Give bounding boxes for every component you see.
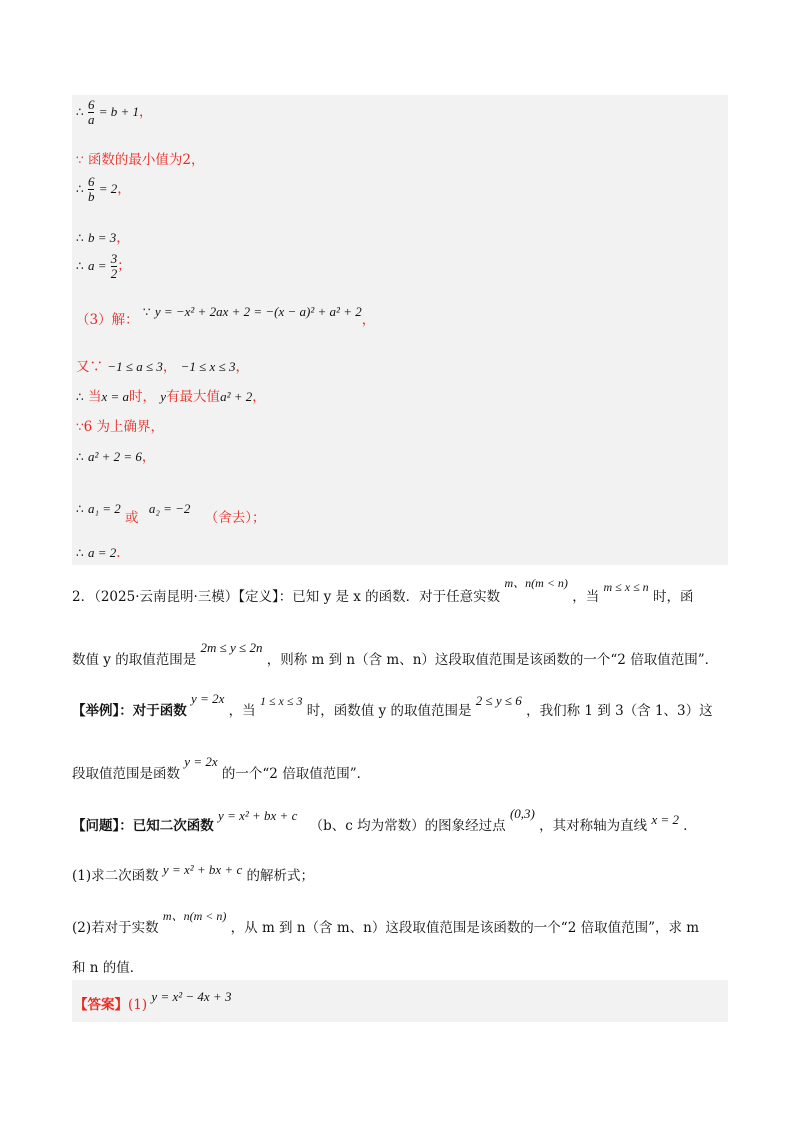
question-paragraph: 【问题】：已知二次函数 y = x² + bx + c （b、c 均为常数）的图象经过点 (0,3) ，其对称轴为直线 x = 2 ． <box>72 806 697 834</box>
therefore-symbol: ∴ <box>76 105 84 119</box>
solution-line-5: ∴ a = $\frac{3}{2}$ ； <box>76 251 131 281</box>
therefore-symbol: ∴ <box>76 546 84 560</box>
fraction: $\frac{6}{a}$ <box>87 97 95 127</box>
therefore-symbol: ∴ <box>76 259 84 273</box>
solution-line-12: ∴ a = 2. <box>76 545 121 561</box>
sub-question-2-continued: 和 n 的值． <box>72 960 144 976</box>
sub-question-2: (2)若对于实数 m、n(m < n) ，从 m 到 n（含 m、n）这段取值范围是该函数的一个“2 倍取值范围”，求 m <box>72 909 700 936</box>
therefore-symbol: ∴ <box>76 231 84 245</box>
solution-line-10: ∴ a² + 2 = 6， <box>76 449 156 465</box>
solution-line-1: ∴ $\frac{6}{a}$ = b + 1， <box>76 97 153 127</box>
therefore-symbol: ∴ <box>76 502 84 516</box>
example-paragraph-continued: 段取值范围是函数 y = 2x 的一个“2 倍取值范围”． <box>72 754 371 782</box>
because-symbol: ∵ <box>76 153 84 167</box>
solution-line-11: ∴ a₁ = 2 或 a₂ = −2 （舍去）； <box>76 501 266 526</box>
solution-line-3: ∴ $\frac{6}{b}$ = 2， <box>76 174 131 204</box>
problem-paragraph-2: 数值 y 的取值范围是 2m ≤ y ≤ 2n ，则称 m 到 n（含 m、n）这段取值范围是该函数的一个“2 倍取值范围”． <box>72 640 719 668</box>
solution-line-2: ∵ 函数的最小值为2， <box>76 152 205 168</box>
therefore-symbol: ∴ <box>76 182 84 196</box>
fraction: $\frac{6}{b}$ <box>87 174 95 204</box>
solution-line-8: ∴ 当x = a时， y有最大值a² + 2， <box>76 389 266 405</box>
solution-line-7: 又∵ −1 ≤ a ≤ 3， −1 ≤ x ≤ 3， <box>76 359 249 375</box>
answer-line: 【答案】(1) y = x² − 4x + 3 <box>74 989 232 1013</box>
therefore-symbol: ∴ <box>76 390 84 404</box>
sub-question-1: (1)求二次函数 y = x² + bx + c 的解析式； <box>72 862 315 884</box>
solution-line-6: （3）解： ∵ y = −x² + 2ax + 2 = −(x − a)² + a² + 2， <box>76 304 376 328</box>
therefore-symbol: ∴ <box>76 450 84 464</box>
because-symbol: ∵ <box>76 420 84 434</box>
solution-line-9: ∵6 为上确界， <box>76 419 165 435</box>
example-paragraph: 【举例】：对于函数 y = 2x ，当 1 ≤ x ≤ 3 时，函数值 y 的取值范围是 2 ≤ y ≤ 6 ，我们称 1 到 3（含 1、3）这 <box>72 691 713 719</box>
solution-line-4: ∴ b = 3， <box>76 230 130 246</box>
problem-paragraph-1: 2．（2025·云南昆明·三模）【定义】：已知 y 是 x 的函数．对于任意实数 m、n(m < n) ，当 m ≤ x ≤ n 时，函 <box>72 576 694 605</box>
fraction: $\frac{3}{2}$ <box>110 251 118 281</box>
because-symbol: ∵ <box>142 305 151 319</box>
